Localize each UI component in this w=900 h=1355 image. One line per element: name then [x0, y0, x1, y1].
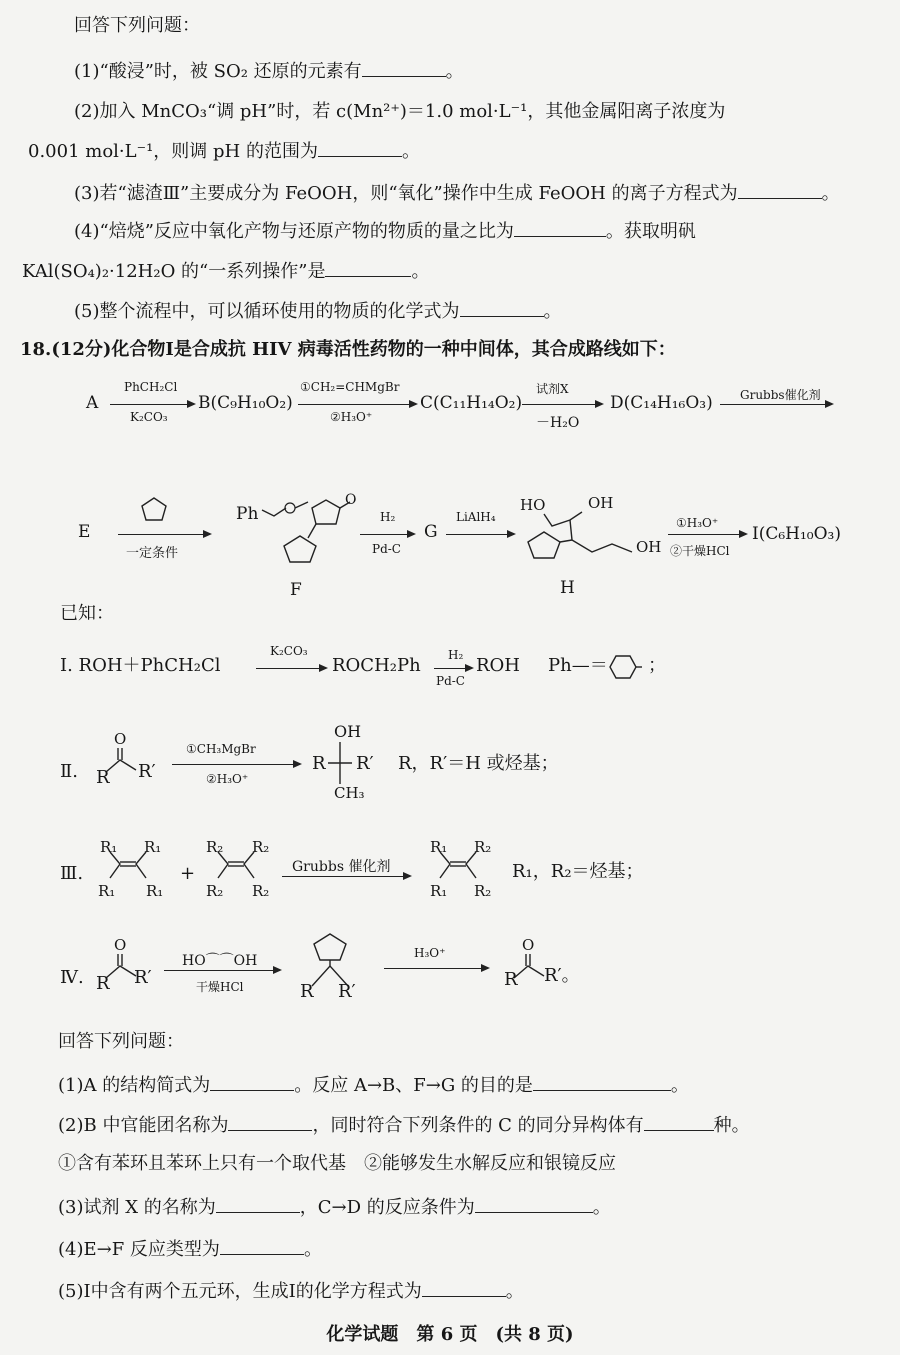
known2-oh: OH — [334, 722, 362, 741]
known3-r2: R₂ — [206, 838, 224, 856]
known2-cond-top: ①CH₃MgBr — [186, 742, 256, 756]
known4-cond-bottom: 干燥HCl — [196, 980, 244, 994]
compound-f-label: F — [290, 580, 302, 600]
compound-d: D(C₁₄H₁₆O₃) — [610, 393, 713, 413]
known3-r2: R₂ — [252, 882, 270, 900]
q17-part2-end: 。 — [401, 141, 420, 162]
known3-r1: R₁ — [98, 882, 116, 900]
answer-blank[interactable] — [362, 58, 446, 77]
arrow-f-g — [360, 534, 414, 535]
known3-r1: R₁ — [100, 838, 118, 856]
known1-arrow1 — [256, 668, 326, 669]
known2-ch3: CH₃ — [334, 784, 365, 802]
known-label: 已知： — [60, 603, 114, 624]
q17-part1 — [74, 58, 464, 84]
known2-arrow — [172, 764, 300, 765]
q18-part3-end: 。 — [592, 1197, 611, 1218]
q17-part2b — [28, 138, 420, 164]
h-oh-label: OH — [588, 494, 614, 512]
q17-part3-end: 。 — [821, 183, 840, 204]
compound-h-structure — [522, 508, 642, 578]
q18-part4-text: (4)E→F 反应类型为 — [58, 1239, 220, 1260]
known1-lhs: Ⅰ. ROH＋PhCH₂Cl — [60, 655, 221, 676]
compound-h-label: H — [560, 578, 575, 598]
known2-cond-bottom: ②H₃O⁺ — [206, 772, 249, 786]
known3-note: R₁，R₂＝烃基； — [512, 861, 644, 882]
q18-part1-mid: 。反应 A→B、F→G 的目的是 — [294, 1075, 533, 1096]
reagent-a-b-top: PhCH₂Cl — [124, 380, 178, 394]
q18-part4-end: 。 — [303, 1239, 322, 1260]
reagent-g-h-top: LiAlH₄ — [456, 510, 496, 524]
page-footer: 化学试题 第 6 页 (共 8 页) — [326, 1324, 574, 1345]
q17-part2b-text: 0.001 mol·L⁻¹，则调 pH 的范围为 — [28, 141, 318, 162]
known4-acetal-r-prime: R′ — [338, 981, 356, 1002]
known2-o: O — [114, 730, 127, 748]
known4-product-o: O — [522, 936, 535, 954]
known4-product-r-prime-text: R′ — [544, 965, 562, 986]
answer-blank[interactable] — [533, 1072, 671, 1091]
known4-arrow1 — [164, 970, 280, 971]
answer-blank[interactable] — [220, 1236, 304, 1255]
arrow-e-f — [118, 534, 210, 535]
q17-part5 — [74, 298, 562, 324]
known3-product-r1: R₁ — [430, 882, 448, 900]
q18-part5-text: (5)Ⅰ中含有两个五元环，生成Ⅰ的化学方程式为 — [58, 1281, 422, 1302]
known3-product-r1: R₁ — [430, 838, 448, 856]
q18-part1 — [58, 1072, 689, 1098]
reagent-h-i-top: ①H₃O⁺ — [676, 516, 719, 530]
known3-r2: R₂ — [252, 838, 270, 856]
known3-arrow — [282, 876, 410, 877]
q17-part4b-end: 。 — [411, 261, 430, 282]
q18-part2-mid: ，同时符合下列条件的 C 的同分异构体有 — [312, 1115, 644, 1136]
known4-product-r: R — [504, 969, 518, 990]
known2-note: R，R′＝H 或烃基； — [398, 753, 559, 774]
q17-part5-text: (5)整个流程中，可以循环使用的物质的化学式为 — [74, 301, 460, 322]
q18-part3 — [58, 1194, 611, 1220]
q17-part4b — [22, 258, 429, 284]
compound-g: G — [424, 522, 438, 542]
answer-blank[interactable] — [216, 1194, 300, 1213]
reagent-e-f-bottom: 一定条件 — [126, 546, 179, 561]
q17-part3-text: (3)若“滤渣Ⅲ”主要成分为 FeOOH，则“氧化”操作中生成 FeOOH 的离子方程式为 — [74, 183, 738, 204]
q18-part4 — [58, 1236, 322, 1262]
arrow-c-d — [522, 404, 602, 405]
q17-part4a-end: 。获取明矾 — [605, 221, 696, 242]
known4-o: O — [114, 936, 127, 954]
arrow-b-c — [298, 404, 416, 405]
q17-intro: 回答下列问题： — [74, 15, 200, 36]
arrow-a-b — [110, 404, 194, 405]
arrow-g-h — [446, 534, 514, 535]
known4-r: R — [96, 973, 110, 994]
known1-ph-definition — [548, 654, 608, 678]
answer-blank[interactable] — [475, 1194, 593, 1213]
reagent-f-g-bottom: Pd-C — [372, 542, 401, 556]
known1-mid: ROCH₂Ph — [332, 655, 421, 676]
arrow-d-e — [720, 404, 832, 405]
reagent-h-i-bottom: ②干燥HCl — [670, 544, 730, 558]
answer-blank[interactable] — [210, 1072, 294, 1091]
q18-part5-end: 。 — [505, 1281, 524, 1302]
phenyl-ring-icon — [602, 652, 642, 682]
known4-product-r-prime — [544, 964, 580, 988]
q17-part4a-text: (4)“焙烧”反应中氧化产物与还原产物的物质的量之比为 — [74, 221, 514, 242]
q18-part2-text: (2)B 中官能团名称为 — [58, 1115, 229, 1136]
q17-part4a — [74, 218, 696, 244]
ph-label: Ph — [236, 504, 259, 524]
arrow-h-i — [668, 534, 746, 535]
q17-part3 — [74, 180, 840, 206]
known3-num: Ⅲ. — [60, 863, 84, 884]
q18-heading: 18.(12分)化合物Ⅰ是合成抗 HIV 病毒活性药物的一种中间体，其合成路线如下： — [20, 339, 676, 360]
q18-part3-mid: ，C→D 的反应条件为 — [299, 1197, 475, 1218]
known3-r1: R₁ — [146, 882, 164, 900]
known1-cond1: K₂CO₃ — [270, 644, 308, 658]
reagent-a-b-bottom: K₂CO₃ — [130, 410, 168, 424]
ph-def-text: Ph—＝ — [548, 655, 608, 676]
q17-part1-text: (1)“酸浸”时，被 SO₂ 还原的元素有 — [74, 61, 362, 82]
compound-b: B(C₉H₁₀O₂) — [198, 393, 293, 413]
compound-a: A — [86, 393, 99, 413]
known1-rhs: ROH — [476, 655, 521, 676]
h-terminal-oh: OH — [636, 538, 662, 556]
q18-part2 — [58, 1112, 750, 1138]
known4-r-prime: R′ — [134, 967, 152, 988]
known4-arrow2 — [384, 968, 488, 969]
reagent-c-d-top: 试剂X — [536, 382, 569, 396]
answer-blank[interactable] — [422, 1278, 506, 1297]
q18-part2-conditions: ①含有苯环且苯环上只有一个取代基 ②能够发生水解反应和银镜反应 — [58, 1153, 616, 1174]
known3-product-r2: R₂ — [474, 882, 492, 900]
compound-e: E — [78, 522, 91, 542]
reagent-c-d-bottom: －H₂O — [536, 415, 580, 431]
known4-cond-top: HO⌒⌒OH — [182, 953, 258, 969]
answer-blank[interactable] — [228, 1112, 312, 1131]
answer-blank[interactable] — [738, 180, 822, 199]
dioxolane-reagent-structure — [134, 496, 174, 526]
q17-part2a: (2)加入 MnCO₃“调 pH”时，若 c(Mn²⁺)＝1.0 mol·L⁻¹，其他金属阳离子浓度为 — [74, 101, 726, 122]
known1-end: ； — [648, 655, 666, 676]
known4-end: 。 — [561, 965, 580, 986]
known2-product-r: R — [312, 753, 326, 774]
answer-blank[interactable] — [318, 138, 402, 157]
known4-num: Ⅳ. — [60, 967, 84, 988]
reagent-d-e-top: Grubbs催化剂 — [740, 388, 821, 402]
reagent-f-g-top: H₂ — [380, 510, 396, 524]
compound-i: I(C₆H₁₀O₃) — [752, 524, 842, 544]
q17-part1-end: 。 — [445, 61, 464, 82]
known1-arrow2 — [434, 668, 472, 669]
known3-plus: + — [180, 863, 196, 884]
answer-blank[interactable] — [460, 298, 544, 317]
q17-part5-end: 。 — [543, 301, 562, 322]
known4-acetal-r: R — [300, 981, 314, 1002]
known3-cond-top: Grubbs 催化剂 — [292, 859, 391, 875]
h-ho-label: HO — [520, 496, 546, 514]
q17-part4b-text: KAl(SO₄)₂·12H₂O 的“一系列操作”是 — [22, 261, 326, 282]
known2-product-r-prime: R′ — [356, 753, 374, 774]
q18-part3-text: (3)试剂 X 的名称为 — [58, 1197, 216, 1218]
answer-blank[interactable] — [514, 218, 606, 237]
known1-cond2-bottom: Pd-C — [436, 674, 465, 688]
q18-ask: 回答下列问题： — [58, 1031, 184, 1052]
reagent-b-c-bottom: ②H₃O⁺ — [330, 410, 373, 424]
q18-part5 — [58, 1278, 524, 1304]
known3-r2: R₂ — [206, 882, 224, 900]
known2-r-prime: R′ — [138, 761, 156, 782]
compound-c: C(C₁₁H₁₄O₂) — [420, 393, 523, 413]
answer-blank[interactable] — [644, 1112, 714, 1131]
known3-r1: R₁ — [144, 838, 162, 856]
known3-product-r2: R₂ — [474, 838, 492, 856]
known4-cond2-top: H₃O⁺ — [414, 946, 446, 960]
known2-num: Ⅱ. — [60, 761, 78, 782]
q18-part1-end: 。 — [670, 1075, 689, 1096]
answer-blank[interactable] — [325, 258, 411, 277]
q18-part1-text: (1)A 的结构简式为 — [58, 1075, 211, 1096]
q18-part2-end: 种。 — [713, 1115, 750, 1136]
f-carbonyl-o: O — [345, 492, 357, 508]
known2-r: R — [96, 767, 110, 788]
reagent-b-c-top: ①CH₂=CHMgBr — [300, 380, 400, 394]
known1-cond2-top: H₂ — [448, 648, 464, 662]
